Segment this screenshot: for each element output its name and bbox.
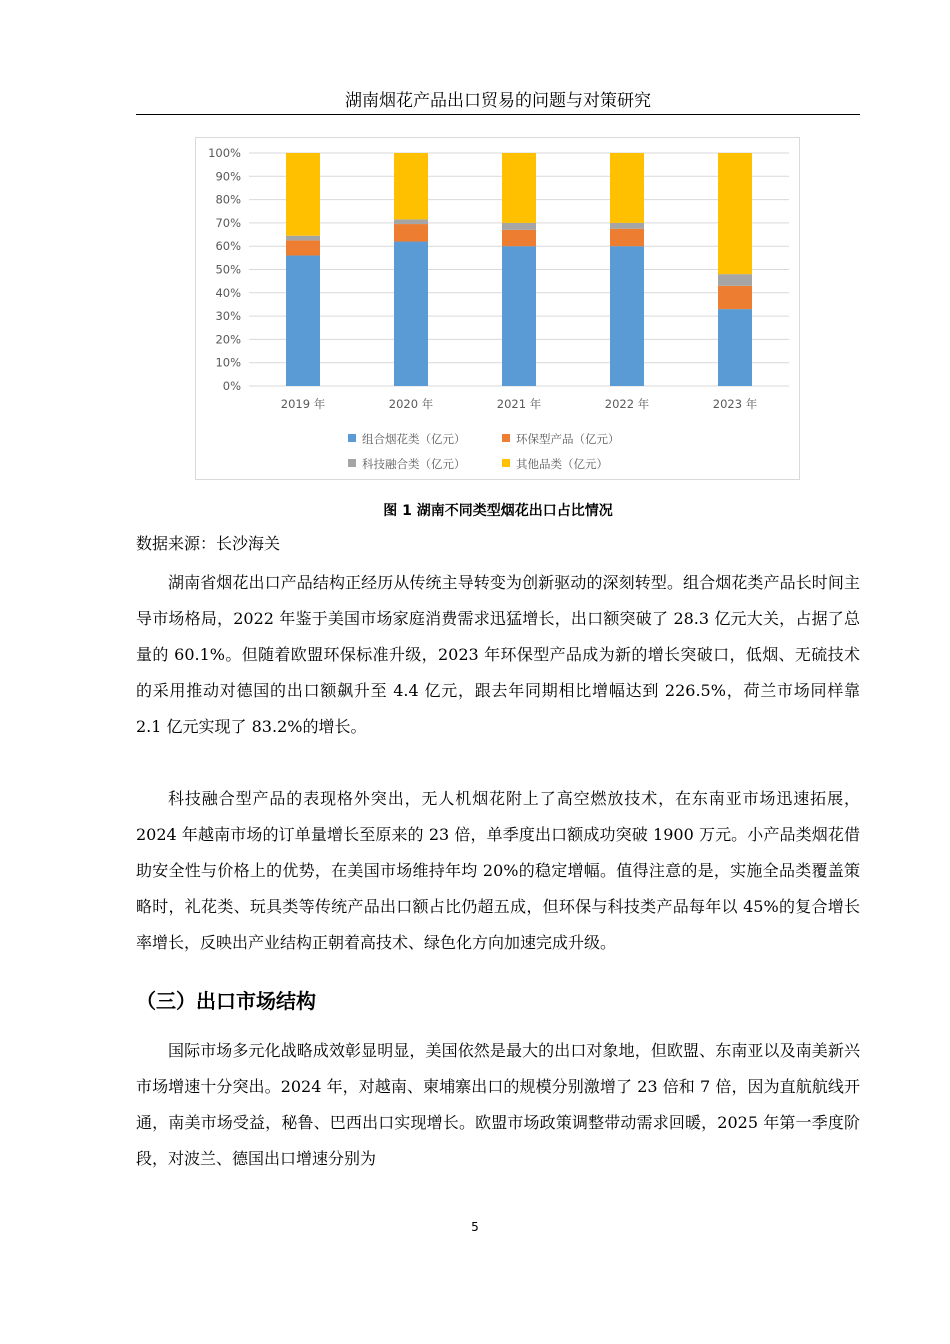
y-tick-label: 50% [215, 262, 241, 277]
figure-caption: 图 1 湖南不同类型烟花出口占比情况 [383, 503, 613, 519]
y-tick-label: 60% [215, 239, 241, 254]
x-tick-label: 2023 年 [712, 397, 758, 411]
y-tick-label: 70% [215, 215, 241, 230]
y-tick-label: 0% [222, 379, 241, 393]
legend-swatch [348, 459, 356, 467]
bar-segment [502, 223, 536, 230]
legend-swatch [502, 459, 510, 467]
data-source: 数据来源：长沙海关 [136, 534, 281, 553]
legend-label: 组合烟花类（亿元） [362, 432, 466, 446]
legend-label: 科技融合类（亿元） [362, 457, 466, 471]
y-tick-label: 90% [215, 169, 241, 184]
paragraph-2: 科技融合型产品的表现格外突出，无人机烟花附上了高空燃放技术，在东南亚市场迅速拓展，2024 年越南市场的订单量增长至原来的 23 倍，单季度出口额成功突破 1900 万元。小产品类烟花借助安全性与价格上的优势，在美国市场维持年均 20%的稳定增幅。值得注意的是，实施全品类覆盖策略时，礼花类、玩具类等传统产品出口额占比仍超五成，但环保与科技类产品每年以 45%的复合增长率增长，反映出产业结构正朝着高技术、绿色化方向加速完成升级。 [136, 789, 860, 952]
y-tick-label: 10% [215, 355, 241, 370]
bar-segment [394, 224, 428, 241]
y-tick-label: 40% [215, 285, 241, 300]
bar-segment [610, 229, 644, 246]
y-tick-label: 80% [215, 192, 241, 207]
bar-segment [610, 246, 644, 386]
running-header: 湖南烟花产品出口贸易的问题与对策研究 [136, 90, 860, 115]
x-tick-label: 2022 年 [604, 397, 650, 411]
legend-label: 环保型产品（亿元） [516, 432, 620, 446]
bar-segment [610, 223, 644, 229]
y-tick-label: 20% [215, 332, 241, 347]
bar-segment [286, 153, 320, 236]
section-heading: （三）出口市场结构 [136, 989, 316, 1013]
legend-label: 其他品类（亿元） [516, 457, 608, 471]
x-tick-label: 2021 年 [496, 397, 542, 411]
legend-swatch [502, 434, 510, 442]
paragraph-1: 湖南省烟花出口产品结构正经历从传统主导转变为创新驱动的深刻转型。组合烟花类产品长时间主导市场格局，2022 年鉴于美国市场家庭消费需求迅猛增长，出口额突破了 28.3 亿元大关，占据了总量的 60.1%。但随着欧盟环保标准升级，2023 年环保型产品成为新的增长突破口，低烟、无硫技术的采用推动对德国的出口额飙升至 4.4 亿元，跟去年同期相比增幅达到 226.5%，荷兰市场同样靠 2.1 亿元实现了 83.2%的增长。 [136, 573, 860, 736]
bar-segment [394, 242, 428, 386]
page-number: 5 [471, 1220, 479, 1234]
legend-swatch [348, 434, 356, 442]
y-tick-label: 30% [215, 309, 241, 324]
bar-segment [394, 219, 428, 224]
bar-segment [394, 153, 428, 219]
bar-segment [286, 256, 320, 386]
bar-segment [286, 236, 320, 241]
y-tick-label: 100% [208, 146, 241, 160]
bar-segment [502, 246, 536, 386]
bar-segment [286, 240, 320, 255]
x-tick-label: 2020 年 [388, 397, 434, 411]
stacked-bar-chart [195, 137, 800, 480]
bar-segment [610, 153, 644, 223]
paragraph-3: 国际市场多元化战略成效彰显明显，美国依然是最大的出口对象地，但欧盟、东南亚以及南美新兴市场增速十分突出。2024 年，对越南、柬埔寨出口的规模分别激增了 23 倍和 7 倍，因为直航航线开通，南美市场受益，秘鲁、巴西出口实现增长。欧盟市场政策调整带动需求回暖，2025 年第一季度阶段，对波兰、德国出口增速分别为 [136, 1041, 860, 1168]
bar-segment [718, 286, 752, 309]
x-tick-label: 2019 年 [280, 397, 326, 411]
bar-segment [502, 230, 536, 246]
bar-segment [718, 309, 752, 386]
chart-svg [196, 138, 801, 481]
bar-segment [718, 153, 752, 274]
bar-segment [502, 153, 536, 223]
bar-segment [718, 274, 752, 286]
